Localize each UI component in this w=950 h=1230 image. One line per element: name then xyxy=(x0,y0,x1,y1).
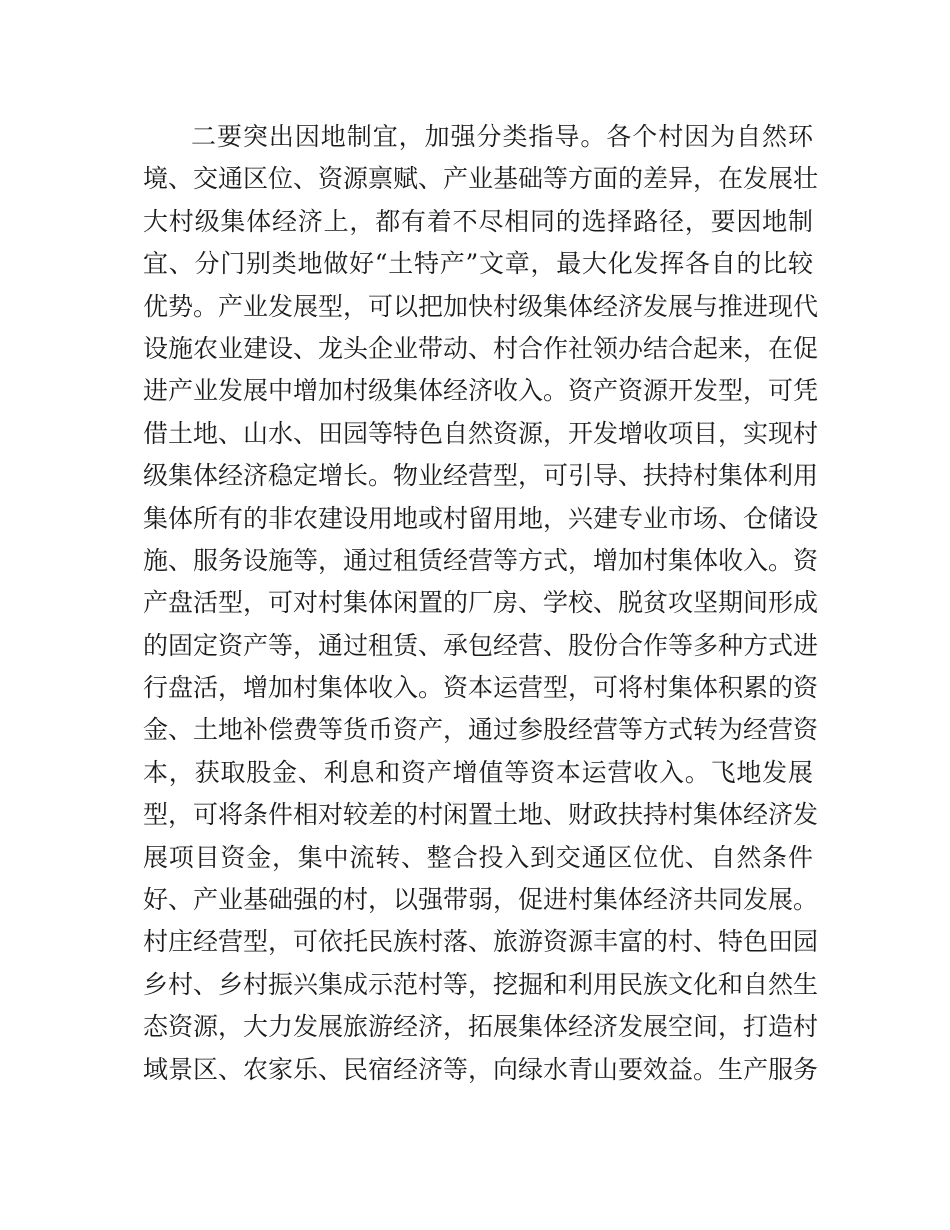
text-line: 二要突出因地制宜，加强分类指导。各个村因为自然环 xyxy=(191,122,813,151)
text-line: 村庄经营型，可依托民族村落、旅游资源丰富的村、特色田园 xyxy=(143,927,819,957)
text-line: 借土地、山水、田园等特色自然资源，开发增收项目，实现村 xyxy=(143,418,819,448)
body-paragraph xyxy=(143,116,819,1091)
text-line: 进产业发展中增加村级集体经济收入。资产资源开发型，可凭 xyxy=(143,376,819,406)
text-line: 产盘活型，可对村集体闲置的厂房、学校、脱贫攻坚期间形成 xyxy=(143,588,819,618)
text-line: 型，可将条件相对较差的村闲置土地、财政扶持村集体经济发 xyxy=(143,800,819,830)
text-line: 金、土地补偿费等货币资产，通过参股经营等方式转为经营资 xyxy=(143,715,819,745)
text-line: 大村级集体经济上，都有着不尽相同的选择路径，要因地制 xyxy=(143,206,813,236)
text-line: 乡村、乡村振兴集成示范村等，挖掘和利用民族文化和自然生 xyxy=(143,969,819,999)
text-line: 施、服务设施等，通过租赁经营等方式，增加村集体收入。资 xyxy=(143,545,819,575)
text-line: 好、产业基础强的村，以强带弱，促进村集体经济共同发展。 xyxy=(143,885,819,915)
text-line: 优势。产业发展型，可以把加快村级集体经济发展与推进现代 xyxy=(143,291,819,321)
text-line: 展项目资金，集中流转、整合投入到交通区位优、自然条件 xyxy=(143,842,813,872)
text-line: 态资源，大力发展旅游经济，拓展集体经济发展空间，打造村 xyxy=(143,1012,819,1042)
text-line: 行盘活，增加村集体收入。资本运营型，可将村集体积累的资 xyxy=(143,673,819,703)
text-line: 境、交通区位、资源禀赋、产业基础等方面的差异，在发展壮 xyxy=(143,164,819,194)
text-line: 域景区、农家乐、民宿经济等，向绿水青山要效益。生产服务 xyxy=(143,1054,819,1084)
text-line: 本，获取股金、利息和资产增值等资本运营收入。飞地发展 xyxy=(143,757,813,787)
text-line: 的固定资产等，通过租赁、承包经营、股份合作等多种方式进 xyxy=(143,630,819,660)
text-line: 级集体经济稳定增长。物业经营型，可引导、扶持村集体利用 xyxy=(143,461,819,491)
text-line: 集体所有的非农建设用地或村留用地，兴建专业市场、仓储设 xyxy=(143,503,819,533)
text-line: 宜、分门别类地做好“土特产”文章，最大化发挥各自的比较 xyxy=(143,249,813,279)
text-line: 设施农业建设、龙头企业带动、村合作社领办结合起来，在促 xyxy=(143,333,819,363)
